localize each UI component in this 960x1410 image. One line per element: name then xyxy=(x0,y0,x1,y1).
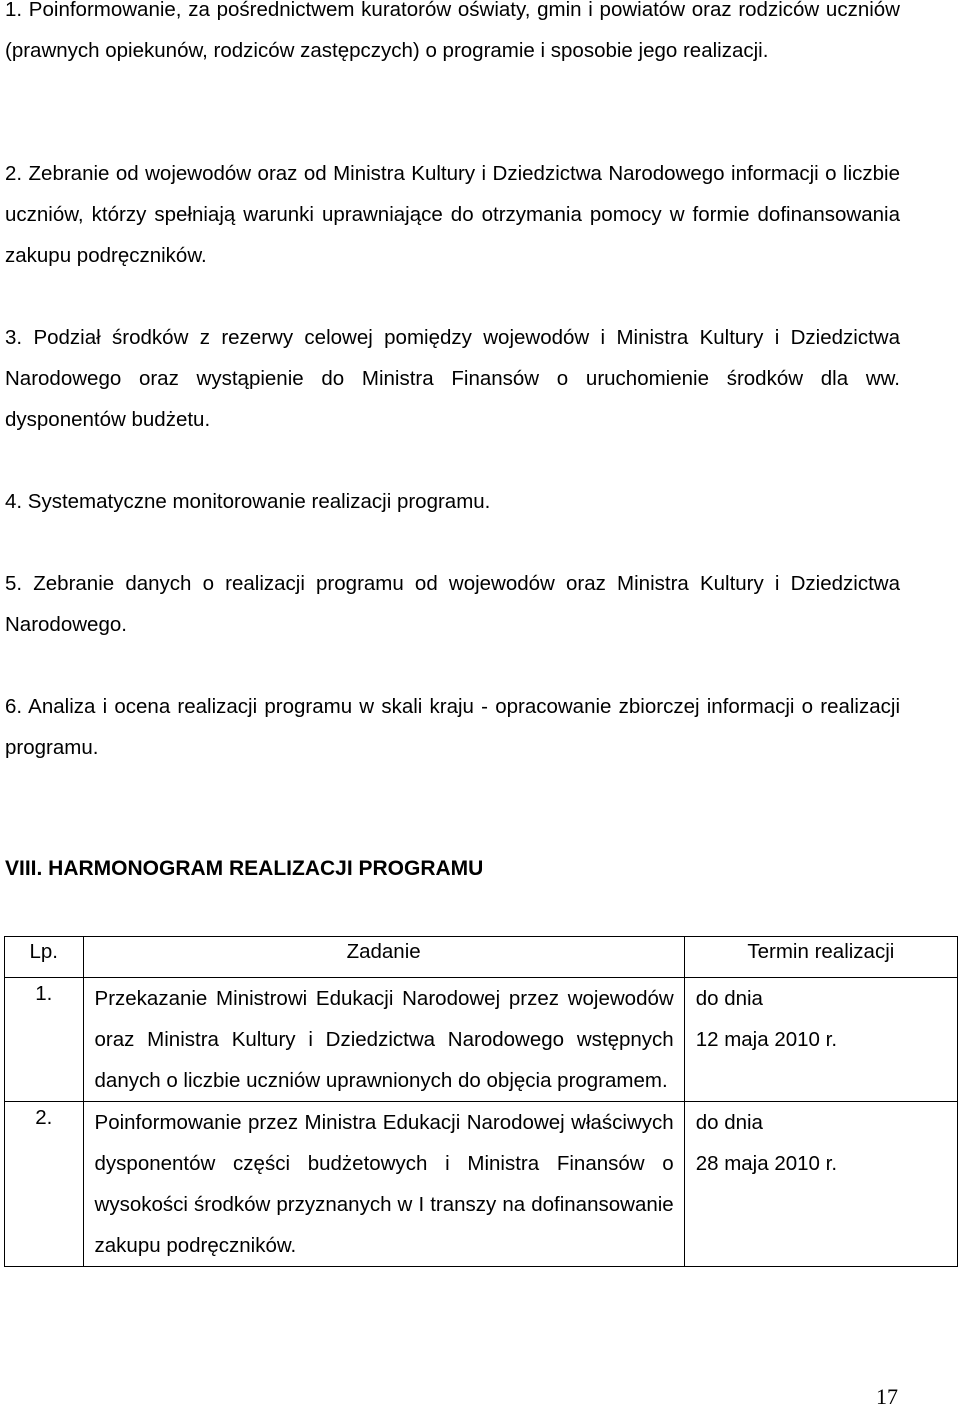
deadline-prefix: do dnia xyxy=(695,1111,763,1134)
row-number: 1. xyxy=(5,978,84,1102)
list-item-3: 3. Podział środków z rezerwy celowej pomiędzy wojewodów i Ministra Kultury i Dziedzictwa Narodowego oraz wystąpienie do Ministra Finansów o uruchomienie środków dla ww. dysponentów budżetu. xyxy=(5,326,900,431)
header-lp: Lp. xyxy=(5,937,84,978)
page-number: 17 xyxy=(876,1384,898,1409)
row-task: Poinformowanie przez Ministra Edukacji Narodowej właściwych dysponentów części budżetowych i Ministra Finansów o wysokości środków przyznanych w I transzy na dofinansowanie zakupu podręczników. xyxy=(83,1102,684,1267)
deadline-date: 12 maja 2010 r. xyxy=(695,1028,838,1051)
list-item-6: 6. Analiza i ocena realizacji programu w skali kraju - opracowanie zbiorczej informacji o realizacji programu. xyxy=(5,695,900,759)
deadline-date: 28 maja 2010 r. xyxy=(695,1152,838,1175)
row-deadline xyxy=(684,978,957,1102)
table-header-row xyxy=(5,937,958,978)
list-item-5: 5. Zebranie danych o realizacji programu od wojewodów oraz Ministra Kultury i Dziedzictwa Narodowego. xyxy=(5,572,900,636)
list-item-2: 2. Zebranie od wojewodów oraz od Ministra Kultury i Dziedzictwa Narodowego informacji o liczbie uczniów, którzy spełniają warunki uprawniające do otrzymania pomocy w formie dofinansowania zakupu podręczników. xyxy=(5,162,900,267)
header-deadline: Termin realizacji xyxy=(684,937,957,978)
row-deadline xyxy=(684,1102,957,1267)
table-row xyxy=(5,978,958,1102)
deadline-prefix: do dnia xyxy=(695,987,763,1010)
row-task: Przekazanie Ministrowi Edukacji Narodowej przez wojewodów oraz Ministra Kultury i Dziedzictwa Narodowego wstępnych danych o liczbie uczniów uprawnionych do objęcia programem. xyxy=(83,978,684,1102)
row-number: 2. xyxy=(5,1102,84,1267)
header-task: Zadanie xyxy=(83,937,684,978)
list-item-1: 1. Poinformowanie, za pośrednictwem kuratorów oświaty, gmin i powiatów oraz rodziców uczniów (prawnych opiekunów, rodziców zastępczych) o programie i sposobie jego realizacji. xyxy=(5,0,900,62)
list-item-4: 4. Systematyczne monitorowanie realizacji programu. xyxy=(5,490,491,513)
section-heading: VIII. HARMONOGRAM REALIZACJI PROGRAMU xyxy=(5,857,484,880)
table-row xyxy=(5,1102,958,1267)
schedule-table xyxy=(4,936,958,1267)
